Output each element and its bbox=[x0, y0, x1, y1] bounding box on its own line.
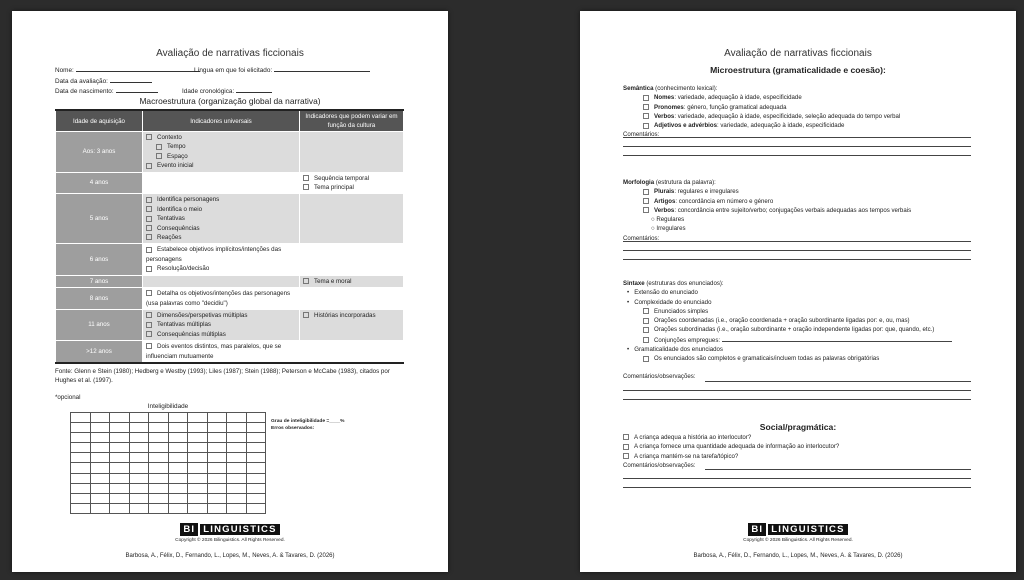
grid-cell[interactable] bbox=[110, 484, 130, 494]
indicator-item[interactable] bbox=[146, 342, 296, 361]
grid-cell[interactable] bbox=[169, 413, 189, 423]
grid-cell[interactable] bbox=[71, 413, 91, 423]
checklist-item[interactable]: Orações coordenadas (i.e., oração coordenada + oração subordinante ligadas por: e, ou, mas) bbox=[623, 316, 973, 325]
indicator-item[interactable] bbox=[303, 174, 400, 183]
checklist-item[interactable]: Adjetivos e advérbios: variedade, adequação à idade, especificidade bbox=[623, 121, 973, 130]
indicator-label: Histórias incorporadas bbox=[314, 311, 376, 319]
grid-cell[interactable] bbox=[110, 413, 130, 423]
page-2 bbox=[580, 11, 1016, 572]
checkbox-icon[interactable] bbox=[643, 308, 649, 314]
grid-cell[interactable] bbox=[130, 463, 150, 473]
optional-note: *opcional bbox=[55, 394, 81, 401]
indicator-item[interactable] bbox=[303, 311, 400, 320]
bilinguistics-logo bbox=[580, 519, 1016, 537]
universal-cell bbox=[143, 194, 300, 244]
checklist-item[interactable]: Verbos: concordância entre sujeito/verbo; conjugações verbais adequadas aos tempos verbais bbox=[623, 206, 973, 215]
header-cultural: Indicadores que podem variar em função da cultura bbox=[300, 110, 404, 132]
grid-cell[interactable] bbox=[227, 423, 247, 433]
grid-cell[interactable] bbox=[169, 433, 189, 443]
grid-cell[interactable] bbox=[130, 443, 150, 453]
grid-cell[interactable] bbox=[130, 433, 150, 443]
syntax-gram-item[interactable]: Os enunciados são completos e gramaticais/incluem todas as palavras obrigatórias bbox=[623, 354, 973, 363]
grid-cell[interactable] bbox=[208, 453, 228, 463]
grid-cell[interactable] bbox=[71, 484, 91, 494]
checkbox-icon[interactable] bbox=[146, 216, 152, 222]
social-title: Social/pragmática: bbox=[759, 422, 837, 432]
grid-cell[interactable] bbox=[130, 453, 150, 463]
age-cell: 7 anos bbox=[56, 275, 143, 287]
checkbox-icon[interactable] bbox=[643, 123, 649, 129]
grid-cell[interactable] bbox=[208, 423, 228, 433]
checkbox-icon[interactable] bbox=[623, 434, 629, 440]
indicator-label: Tentativas bbox=[157, 215, 185, 223]
grid-cell[interactable] bbox=[110, 463, 130, 473]
social-comment-lines[interactable] bbox=[623, 461, 971, 488]
grid-cell[interactable] bbox=[149, 484, 169, 494]
page-1 bbox=[12, 11, 448, 572]
grid-cell[interactable] bbox=[208, 433, 228, 443]
indicator-item[interactable] bbox=[146, 133, 296, 142]
grid-cell[interactable] bbox=[149, 433, 169, 443]
age-cell: 4 anos bbox=[56, 172, 143, 194]
checkbox-icon[interactable] bbox=[303, 278, 309, 284]
logo-bi: BI bbox=[748, 523, 766, 536]
indicator-item[interactable] bbox=[146, 195, 296, 204]
grid-cell[interactable] bbox=[247, 494, 267, 504]
indicator-item[interactable] bbox=[146, 311, 296, 320]
universal-cell bbox=[143, 309, 300, 340]
page-title: Avaliação de narrativas ficcionais bbox=[724, 48, 872, 59]
copyright: Copyright © 2026 Bilinguistics. All Rights Reserved. bbox=[175, 538, 285, 543]
grid-cell[interactable] bbox=[188, 463, 208, 473]
language-label: Língua em que foi elicitado: bbox=[194, 67, 273, 74]
grid-cell[interactable] bbox=[130, 494, 150, 504]
cultural-cell bbox=[300, 341, 404, 363]
grid-cell[interactable] bbox=[247, 433, 267, 443]
grid-cell[interactable] bbox=[91, 443, 111, 453]
checkbox-icon[interactable] bbox=[146, 343, 152, 349]
grid-cell[interactable] bbox=[149, 453, 169, 463]
macro-title: Macroestrutura (organização global da narrativa) bbox=[139, 96, 321, 106]
age-cell: 11 anos bbox=[56, 309, 143, 340]
grid-cell[interactable] bbox=[188, 494, 208, 504]
checkbox-icon[interactable] bbox=[643, 189, 649, 195]
grid-cell[interactable] bbox=[110, 433, 130, 443]
checkbox-icon[interactable] bbox=[643, 198, 649, 204]
checkbox-icon[interactable] bbox=[623, 444, 629, 450]
grid-cell[interactable] bbox=[130, 423, 150, 433]
cultural-cell bbox=[300, 132, 404, 173]
intelligibility-degree: Grau de inteligibilidade =____% bbox=[271, 419, 345, 424]
indicator-label: Estabelece objetivos implícitos/intenções das personagens bbox=[146, 246, 282, 263]
indicator-label: Tempo bbox=[167, 143, 186, 151]
grid-cell[interactable] bbox=[91, 504, 111, 514]
universal-cell bbox=[143, 244, 300, 275]
grid-cell[interactable] bbox=[227, 413, 247, 423]
checklist-item[interactable]: Conjunções empregues: bbox=[623, 335, 973, 345]
indicator-label: Identifica o meio bbox=[157, 205, 203, 213]
bilinguistics-logo bbox=[12, 519, 448, 537]
indicator-item[interactable] bbox=[146, 233, 296, 242]
grid-cell[interactable] bbox=[110, 474, 130, 484]
universal-cell bbox=[143, 172, 300, 194]
grid-cell[interactable] bbox=[149, 474, 169, 484]
table-row bbox=[56, 288, 404, 310]
indicator-item[interactable] bbox=[303, 277, 400, 286]
grid-cell[interactable] bbox=[208, 443, 228, 453]
grid-cell[interactable] bbox=[91, 484, 111, 494]
checkbox-icon[interactable] bbox=[643, 318, 649, 324]
grid-cell[interactable] bbox=[188, 453, 208, 463]
indicator-label: Evento inicial bbox=[157, 162, 194, 170]
indicator-item[interactable] bbox=[146, 152, 296, 161]
grid-cell[interactable] bbox=[110, 453, 130, 463]
cultural-cell bbox=[300, 288, 404, 310]
checkbox-icon[interactable] bbox=[146, 163, 152, 169]
indicator-item[interactable] bbox=[146, 330, 296, 339]
errors-observed: Erros observados: bbox=[271, 426, 315, 431]
indicator-label: Detalha os objetivos/intenções das personagens (usa palavras como "decidiu") bbox=[146, 290, 291, 307]
grid-cell[interactable] bbox=[208, 484, 228, 494]
age-cell: >12 anos bbox=[56, 341, 143, 363]
checkbox-icon[interactable] bbox=[146, 234, 152, 240]
intelligibility-title: Inteligibilidade bbox=[147, 403, 189, 410]
checkbox-icon[interactable] bbox=[303, 312, 309, 318]
cultural-cell bbox=[300, 244, 404, 275]
indicator-label: Resolução/decisão bbox=[157, 265, 210, 273]
morphology-comments[interactable]: Comentários: bbox=[623, 234, 660, 242]
checkbox-icon[interactable] bbox=[156, 153, 162, 159]
grid-cell[interactable] bbox=[247, 453, 267, 463]
grid-cell[interactable] bbox=[149, 504, 169, 514]
grid-cell[interactable] bbox=[227, 443, 247, 453]
grid-cell[interactable] bbox=[149, 494, 169, 504]
grid-cell[interactable] bbox=[208, 463, 228, 473]
table-row bbox=[56, 132, 404, 173]
logo-text: LINGUISTICS bbox=[768, 524, 847, 535]
grid-cell[interactable] bbox=[71, 423, 91, 433]
checkbox-icon[interactable] bbox=[643, 113, 649, 119]
microstructure-title: Microestrutura (gramaticalidade e coesão): bbox=[710, 65, 886, 75]
grid-cell[interactable] bbox=[227, 494, 247, 504]
radio-icon[interactable]: ○ bbox=[651, 225, 657, 233]
authors: Barbosa, A., Félix, D., Fernando, L., Lopes, M., Neves, A. & Tavares, D. (2026) bbox=[125, 553, 335, 559]
checklist-item[interactable]: A criança fornece uma quantidade adequada de informação ao interlocutor? bbox=[623, 442, 973, 451]
name-label: Nome: bbox=[55, 67, 74, 74]
grid-cell[interactable] bbox=[188, 433, 208, 443]
indicator-item[interactable] bbox=[146, 224, 296, 233]
grid-cell[interactable] bbox=[247, 423, 267, 433]
radio-item[interactable]: ○ Irregulares bbox=[651, 225, 686, 233]
syntax-comments[interactable]: Comentários/observações: bbox=[623, 373, 696, 380]
checkbox-icon[interactable] bbox=[146, 206, 152, 212]
grid-cell[interactable] bbox=[247, 484, 267, 494]
checkbox-icon[interactable] bbox=[303, 184, 309, 190]
language-field[interactable] bbox=[194, 65, 370, 74]
copyright: Copyright © 2026 Bilinguistics. All Rights Reserved. bbox=[743, 538, 853, 543]
checklist-item[interactable]: Pronomes: género, função gramatical adequada bbox=[623, 103, 973, 112]
syntax-bullet: • Extensão do enunciado bbox=[627, 289, 698, 297]
grid-cell[interactable] bbox=[227, 463, 247, 473]
indicator-item[interactable] bbox=[146, 264, 296, 273]
social-comments[interactable]: Comentários/observações: bbox=[623, 461, 696, 469]
indicator-label: Tentativas múltiplas bbox=[157, 321, 211, 329]
page-title: Avaliação de narrativas ficcionais bbox=[156, 48, 304, 59]
indicator-item[interactable] bbox=[146, 320, 296, 329]
checkbox-icon[interactable] bbox=[146, 266, 152, 272]
grid-cell[interactable] bbox=[91, 423, 111, 433]
grid-cell[interactable] bbox=[149, 463, 169, 473]
morphology-heading: Morfologia (estrutura da palavra): bbox=[623, 179, 716, 186]
indicator-label: Consequências bbox=[157, 224, 200, 232]
table-row bbox=[56, 275, 404, 287]
grid-cell[interactable] bbox=[169, 504, 189, 514]
grid-cell[interactable] bbox=[130, 413, 150, 423]
macrostructure-table bbox=[55, 109, 404, 364]
grid-cell[interactable] bbox=[169, 484, 189, 494]
age-cell: 6 anos bbox=[56, 244, 143, 275]
indicator-item[interactable] bbox=[146, 214, 296, 223]
cultural-cell bbox=[300, 194, 404, 244]
name-field[interactable] bbox=[55, 65, 200, 74]
checkbox-icon[interactable] bbox=[623, 453, 629, 459]
indicator-item[interactable] bbox=[146, 245, 296, 264]
authors: Barbosa, A., Félix, D., Fernando, L., Lopes, M., Neves, A. & Tavares, D. (2026) bbox=[693, 553, 903, 559]
checklist-item[interactable]: A criança adequa a história ao interlocutor? bbox=[623, 433, 973, 442]
checklist-item[interactable]: Plurais: regulares e irregulares bbox=[623, 187, 973, 196]
indicator-label: Dois eventos distintos, mas paralelos, que se influenciam mutuamente bbox=[146, 343, 282, 360]
grid-cell[interactable] bbox=[169, 474, 189, 484]
checkbox-icon[interactable] bbox=[146, 322, 152, 328]
checkbox-icon[interactable] bbox=[643, 95, 649, 101]
indicator-label: Consequências múltiplas bbox=[157, 330, 226, 338]
checkbox-icon[interactable] bbox=[643, 207, 649, 213]
indicator-item[interactable] bbox=[303, 183, 400, 192]
table-row bbox=[56, 244, 404, 275]
checkbox-icon[interactable] bbox=[146, 225, 152, 231]
indicator-item[interactable] bbox=[146, 289, 296, 308]
eval-date-field[interactable] bbox=[55, 76, 152, 85]
universal-cell bbox=[143, 288, 300, 310]
grid-cell[interactable] bbox=[130, 504, 150, 514]
checklist-item[interactable]: Nomes: variedade, adequação à idade, especificidade bbox=[623, 93, 973, 102]
semantics-heading: Semântica (conhecimento lexical): bbox=[623, 85, 718, 92]
universal-cell bbox=[143, 275, 300, 287]
checklist-item[interactable]: Enunciados simples bbox=[623, 307, 973, 316]
table-row bbox=[56, 341, 404, 363]
indicator-label: Dimensões/perspetivas múltiplas bbox=[157, 311, 248, 319]
grid-cell[interactable] bbox=[110, 494, 130, 504]
indicator-label: Sequência temporal bbox=[314, 174, 370, 182]
indicator-label: Reações bbox=[157, 234, 182, 242]
universal-cell bbox=[143, 341, 300, 363]
intelligibility-grid[interactable] bbox=[70, 412, 266, 514]
grid-cell[interactable] bbox=[91, 494, 111, 504]
syntax-bullet: • Complexidade do enunciado bbox=[627, 298, 712, 306]
eval-date-label: Data da avaliação: bbox=[55, 78, 108, 85]
grid-cell[interactable] bbox=[149, 423, 169, 433]
grid-cell[interactable] bbox=[130, 474, 150, 484]
checkbox-icon[interactable] bbox=[643, 337, 649, 343]
grid-cell[interactable] bbox=[91, 413, 111, 423]
indicator-label: Tema principal bbox=[314, 184, 354, 192]
checklist-item[interactable]: Orações subordinadas (i.e., oração subordinante + oração independente ligadas por: que, quando, etc.) bbox=[623, 325, 973, 334]
birth-date-field[interactable] bbox=[55, 86, 158, 95]
grid-cell[interactable] bbox=[169, 423, 189, 433]
semantics-comment-lines[interactable] bbox=[623, 129, 971, 156]
grid-cell[interactable] bbox=[110, 443, 130, 453]
grid-cell[interactable] bbox=[188, 413, 208, 423]
checkbox-icon[interactable] bbox=[146, 290, 152, 296]
grid-cell[interactable] bbox=[169, 494, 189, 504]
syntax-bullet-grammaticality: • Gramaticalidade dos enunciados bbox=[627, 346, 723, 354]
indicator-item[interactable] bbox=[146, 205, 296, 214]
syntax-heading: Sintaxe (estruturas dos enunciados): bbox=[623, 280, 724, 287]
grid-cell[interactable] bbox=[227, 484, 247, 494]
grid-cell[interactable] bbox=[188, 484, 208, 494]
grid-cell[interactable] bbox=[208, 474, 228, 484]
grid-cell[interactable] bbox=[208, 504, 228, 514]
logo-text: LINGUISTICS bbox=[200, 524, 279, 535]
grid-cell[interactable] bbox=[71, 443, 91, 453]
checkbox-icon[interactable] bbox=[146, 134, 152, 140]
checkbox-icon[interactable] bbox=[146, 247, 152, 253]
checkbox-icon[interactable] bbox=[156, 144, 162, 150]
grid-cell[interactable] bbox=[188, 443, 208, 453]
checkbox-icon[interactable] bbox=[146, 312, 152, 318]
indicator-label: Tema e moral bbox=[314, 277, 352, 285]
grid-cell[interactable] bbox=[91, 474, 111, 484]
indicator-item[interactable] bbox=[146, 142, 296, 151]
cultural-cell bbox=[300, 275, 404, 287]
universal-cell bbox=[143, 132, 300, 173]
grid-cell[interactable] bbox=[110, 504, 130, 514]
semantics-comments[interactable]: Comentários: bbox=[623, 131, 660, 139]
table-row bbox=[56, 172, 404, 194]
indicator-label: Espaço bbox=[167, 152, 188, 160]
grid-cell[interactable] bbox=[149, 443, 169, 453]
grid-cell[interactable] bbox=[247, 463, 267, 473]
checkbox-icon[interactable] bbox=[146, 331, 152, 337]
grid-cell[interactable] bbox=[247, 504, 267, 514]
grid-cell[interactable] bbox=[71, 433, 91, 443]
grid-cell[interactable] bbox=[247, 413, 267, 423]
morphology-comment-lines[interactable] bbox=[623, 233, 971, 260]
grid-cell[interactable] bbox=[188, 474, 208, 484]
syntax-comment-lines[interactable] bbox=[623, 373, 971, 400]
table-row bbox=[56, 309, 404, 340]
grid-cell[interactable] bbox=[71, 504, 91, 514]
checkbox-icon[interactable] bbox=[643, 327, 649, 333]
checklist-item[interactable]: Verbos: variedade, adequação à idade, especificidade, seleção adequada do tempo verbal bbox=[623, 112, 973, 121]
grid-cell[interactable] bbox=[247, 474, 267, 484]
grid-cell[interactable] bbox=[71, 494, 91, 504]
indicator-label: Contexto bbox=[157, 134, 182, 141]
cultural-cell bbox=[300, 309, 404, 340]
grid-cell[interactable] bbox=[208, 494, 228, 504]
cultural-cell bbox=[300, 172, 404, 194]
grid-cell[interactable] bbox=[227, 433, 247, 443]
grid-cell[interactable] bbox=[130, 484, 150, 494]
grid-cell[interactable] bbox=[91, 433, 111, 443]
header-age: Idade de aquisição bbox=[56, 110, 143, 132]
syntax-section bbox=[623, 279, 973, 364]
radio-item[interactable]: ○ Regulares bbox=[651, 216, 685, 224]
grid-cell[interactable] bbox=[71, 463, 91, 473]
grid-cell[interactable] bbox=[71, 474, 91, 484]
age-cell: Aos: 3 anos bbox=[56, 132, 143, 173]
age-cell: 8 anos bbox=[56, 288, 143, 310]
checkbox-icon[interactable] bbox=[303, 175, 309, 181]
source-note: Fonte: Glenn e Stein (1980); Hedberg e Westby (1993); Liles (1987); Stein (1988); Peterson e McCabe (1983), citados por Hughes et al. (1997). bbox=[55, 368, 390, 384]
table-row bbox=[56, 194, 404, 244]
logo-bi: BI bbox=[180, 523, 198, 536]
grid-cell[interactable] bbox=[149, 413, 169, 423]
indicator-item[interactable] bbox=[146, 161, 296, 170]
grid-cell[interactable] bbox=[188, 423, 208, 433]
grid-cell[interactable] bbox=[169, 443, 189, 453]
grid-cell[interactable] bbox=[169, 463, 189, 473]
checklist-item[interactable]: A criança mantém-se na tarefa/tópico? bbox=[623, 452, 973, 461]
grid-cell[interactable] bbox=[208, 413, 228, 423]
checkbox-icon[interactable] bbox=[146, 197, 152, 203]
grid-cell[interactable] bbox=[71, 453, 91, 463]
radio-icon[interactable]: ○ bbox=[651, 216, 657, 224]
indicator-label: Identifica personagens bbox=[157, 196, 220, 204]
chron-age-field[interactable] bbox=[182, 86, 272, 95]
grid-cell[interactable] bbox=[188, 504, 208, 514]
checklist-item[interactable]: Artigos: concordância em número e género bbox=[623, 197, 973, 206]
grid-cell[interactable] bbox=[227, 474, 247, 484]
grid-cell[interactable] bbox=[169, 453, 189, 463]
chron-age-label: Idade cronológica: bbox=[182, 88, 235, 95]
grid-cell[interactable] bbox=[247, 443, 267, 453]
grid-cell[interactable] bbox=[110, 423, 130, 433]
grid-cell[interactable] bbox=[91, 463, 111, 473]
grid-cell[interactable] bbox=[227, 453, 247, 463]
grid-cell[interactable] bbox=[91, 453, 111, 463]
header-universal: Indicadores universais bbox=[143, 110, 300, 132]
age-cell: 5 anos bbox=[56, 194, 143, 244]
checkbox-icon[interactable] bbox=[643, 104, 649, 110]
birth-date-label: Data de nascimento: bbox=[55, 88, 114, 95]
grid-cell[interactable] bbox=[227, 504, 247, 514]
intelligibility-stats bbox=[271, 418, 345, 432]
